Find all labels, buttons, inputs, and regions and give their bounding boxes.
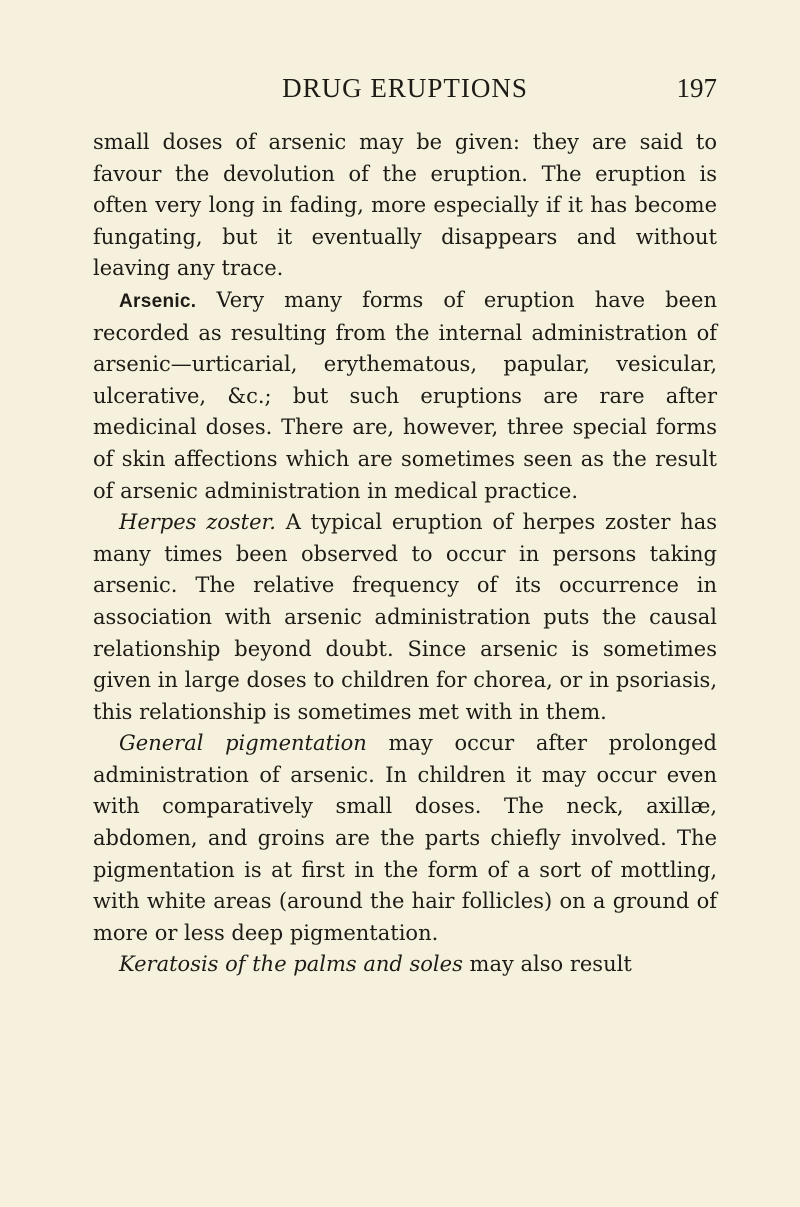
paragraph-text: may also result xyxy=(462,952,632,977)
running-head xyxy=(93,70,717,106)
paragraph-arsenic xyxy=(93,285,717,507)
runin-heading: Keratosis of the palms and soles xyxy=(119,952,463,977)
paragraph-general-pigmentation xyxy=(93,728,717,949)
running-title: DRUG ERUPTIONS xyxy=(282,73,528,103)
paragraph-text: A typical eruption of herpes zoster has many times been observed to occur in persons taking arsenic. The relative frequency of its occurrence in association with arsenic administration puts the causal relationship beyond doubt. Since arsenic is sometimes given in large doses to children for chorea, or in psoriasis, this relationship is sometimes met with in them. xyxy=(93,510,717,724)
body-text xyxy=(93,127,717,981)
paragraph-keratosis xyxy=(93,949,717,981)
runin-heading: General pigmentation xyxy=(119,731,367,756)
paragraph-text: may occur after prolonged administration of arsenic. In children it may occur even with comparatively small doses. The neck, axillæ, abdomen, and groins are the parts chiefly involved. The pigmentation is at first in the form of a sort of mottling, with white areas (around the hair follicles) on a ground of more or less deep pigmentation. xyxy=(93,731,718,945)
paragraph-continuation xyxy=(93,127,717,285)
paragraph-herpes-zoster xyxy=(93,507,717,728)
runin-heading: Arsenic. xyxy=(119,290,197,312)
page-number: 197 xyxy=(676,73,717,103)
runin-heading: Herpes zoster. xyxy=(119,510,276,535)
paragraph-text: small doses of arsenic may be given: they are said to favour the devolution of the eruption. The eruption is often very long in fading, more especially if it has become fungating, but it eventually disappears and without leaving any trace. xyxy=(93,130,717,281)
paragraph-text: Very many forms of eruption have been recorded as resulting from the internal administration of arsenic—urticarial, erythematous, papular, vesicular, ulcerative, &c.; but such eruptions are rare after medicinal doses. There are, however, three special forms of skin affections which are sometimes seen as the result of arsenic administration in medical practice. xyxy=(93,287,717,503)
